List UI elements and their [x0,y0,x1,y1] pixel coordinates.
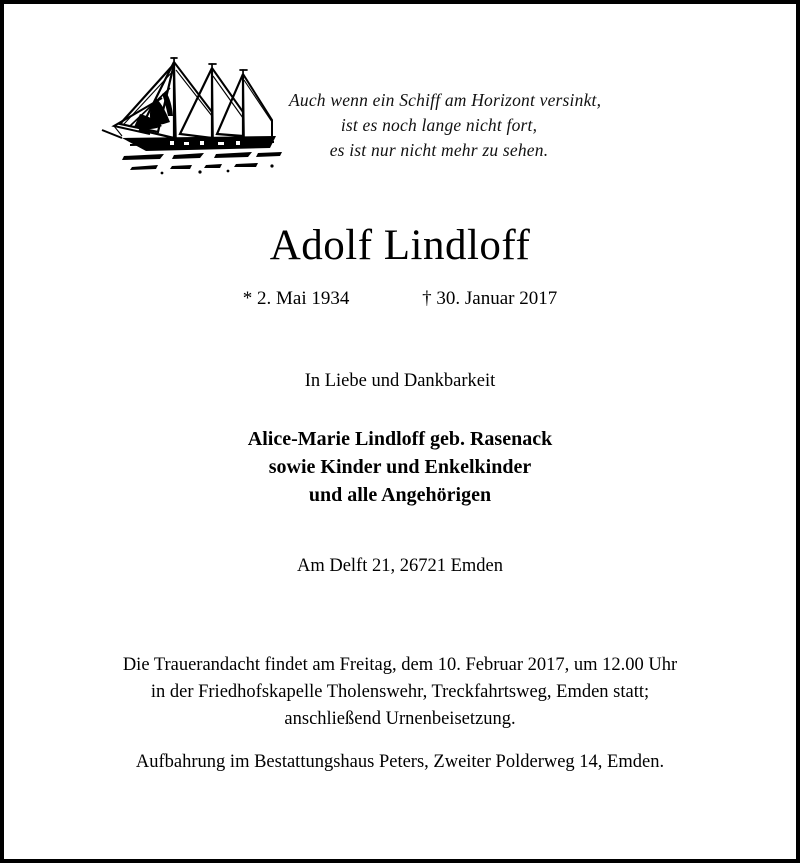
sailing-ship-icon [100,50,290,182]
laying-out-note: Aufbahrung im Bestattungshaus Peters, Zweiter Polderweg 14, Emden. [135,752,665,772]
verse-line-2: ist es noch lange nicht fort, [340,115,538,135]
obituary-content [4,4,796,859]
mourner-line-1: Alice-Marie Lindloff geb. Rasenack [247,428,553,450]
verse-line-3: es ist nur nicht mehr zu sehen. [329,140,549,160]
verse-block [289,88,602,163]
life-dates [4,287,796,311]
mourners-block [4,425,796,509]
address-text: Am Delft 21, 26721 Emden [296,556,504,576]
mourner-line-3: und alle Angehörigen [308,484,492,506]
service-details-block [4,652,796,733]
verse-line-1: Auch wenn ein Schiff am Horizont versinkt, [289,90,602,110]
dedication-text: In Liebe und Dankbarkeit [304,371,496,391]
service-line-1: Die Trauerandacht findet am Freitag, dem 10. Februar 2017, um 12.00 Uhr [122,655,678,675]
service-line-3: anschließend Urnenbeisetzung. [284,709,516,729]
birth-date: * 2. Mai 1934 [242,288,350,309]
mourner-line-2: sowie Kinder und Enkelkinder [268,456,532,478]
deceased-name: Adolf Lindloff [269,222,531,269]
header-row [4,48,796,188]
death-date: † 30. Januar 2017 [422,288,558,309]
service-line-2: in der Friedhofskapelle Tholenswehr, Treckfahrtsweg, Emden statt; [150,682,650,702]
